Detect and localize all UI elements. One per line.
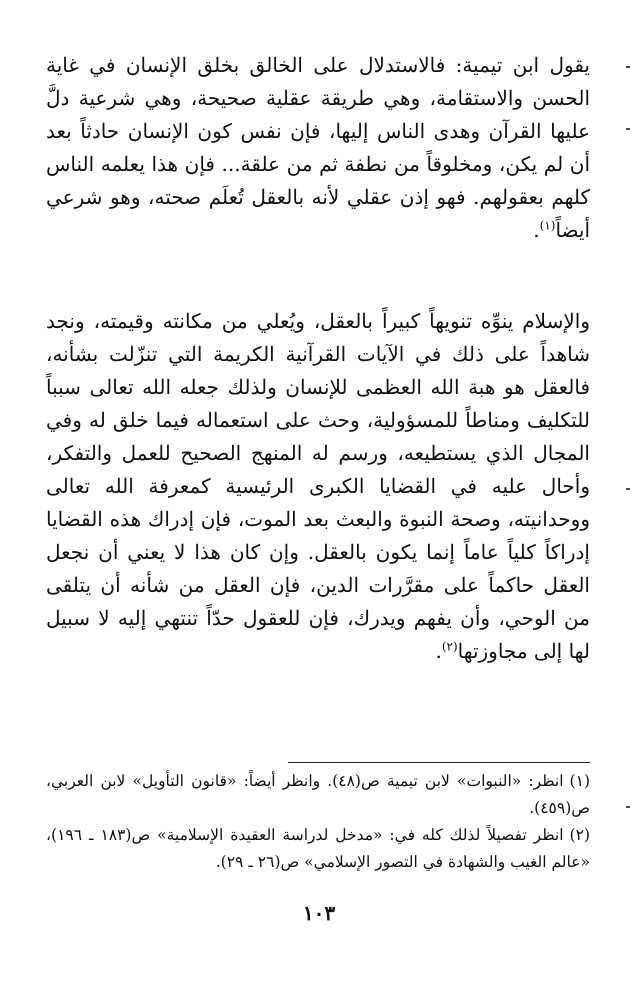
sentence-end-period: . — [533, 218, 540, 242]
sentence-end-period: . — [435, 639, 442, 663]
footnote-1-text: انظر: «النبوات» لابن تيمية ص(٤٨). وانظر أيضاً: «قانون التأويل» لابن العربي، ص(٤٥٩). — [46, 772, 590, 817]
footnote-1-number: (١) — [569, 772, 590, 790]
footnote-ref-2[interactable]: (٢) — [441, 639, 458, 654]
page-number: ١٠٣ — [302, 901, 336, 925]
footnote-1 — [46, 768, 590, 822]
footnote-2-text: انظر تفصيلاً لذلك كله في: «مدخل لدراسة العقيدة الإسلامية» ص(١٨٣ ـ ١٩٦)، «عالم الغيب والشهادة في التصور الإسلامي» ص(٢٦ ـ ٢٩). — [46, 826, 590, 871]
scan-edge-mark — [626, 806, 630, 808]
footnote-ref-1[interactable]: (١) — [539, 218, 556, 233]
body-paragraph-1 — [46, 49, 590, 247]
paragraph-2-text: والإسلام ينوِّه تنويهاً كبيراً بالعقل، ويُعلي من مكانته وقيمته، ونجد شاهداً على ذلك في الآيات القرآنية الكريمة التي تنزّلت بشأنه، فالعقل هو هبة الله العظمى للإنسان ولذلك جعله الله تعالى سبباً للتكليف ومناطاً للمسؤولية، وحث على استعماله فيما خلق له وفي المجال الذي يستطيعه، ورسم له المنهج الصحيح للعمل والتفكر، وأحال عليه في القضايا الكبرى الرئيسية كمعرفة الله تعالى ووحدانيته، وصحة النبوة والبعث بعد الموت، فإن إدراك هذه القضايا إدراكاً كلياً عاماً إنما يكون بالعقل. وإن كان هذا لا يعني أن نجعل العقل حاكماً على مقرَّرات الدين، فإن العقل من شأنه أن يتلقى من الوحي، وأن يفهم ويدرك، فإن للعقول حدّاً تنتهي إليه لا سبيل لها إلى مجاوزتها — [46, 309, 590, 663]
scan-edge-mark — [626, 128, 630, 130]
footnote-2 — [46, 822, 590, 876]
scan-edge-mark — [626, 488, 630, 490]
body-paragraph-2 — [46, 305, 590, 668]
footnotes-section — [46, 768, 590, 876]
paragraph-1-text: يقول ابن تيمية: فالاستدلال على الخالق بخلق الإنسان في غاية الحسن والاستقامة، وهي طريقة عقلية صحيحة، وهي شرعية دلَّ عليها القرآن وهدى الناس إليها، فإن نفس كون الإنسان حادثاً بعد أن لم يكن، ومخلوقاً من نطفة ثم من علقة... فإن هذا يعلمه الناس كلهم بعقولهم. فهو إذن عقلي لأنه بالعقل تُعلَم صحته، وهو شرعي أيضاً — [46, 53, 590, 242]
footnote-separator — [288, 762, 590, 763]
footnote-2-number: (٢) — [569, 826, 590, 844]
scan-edge-mark — [626, 66, 630, 68]
